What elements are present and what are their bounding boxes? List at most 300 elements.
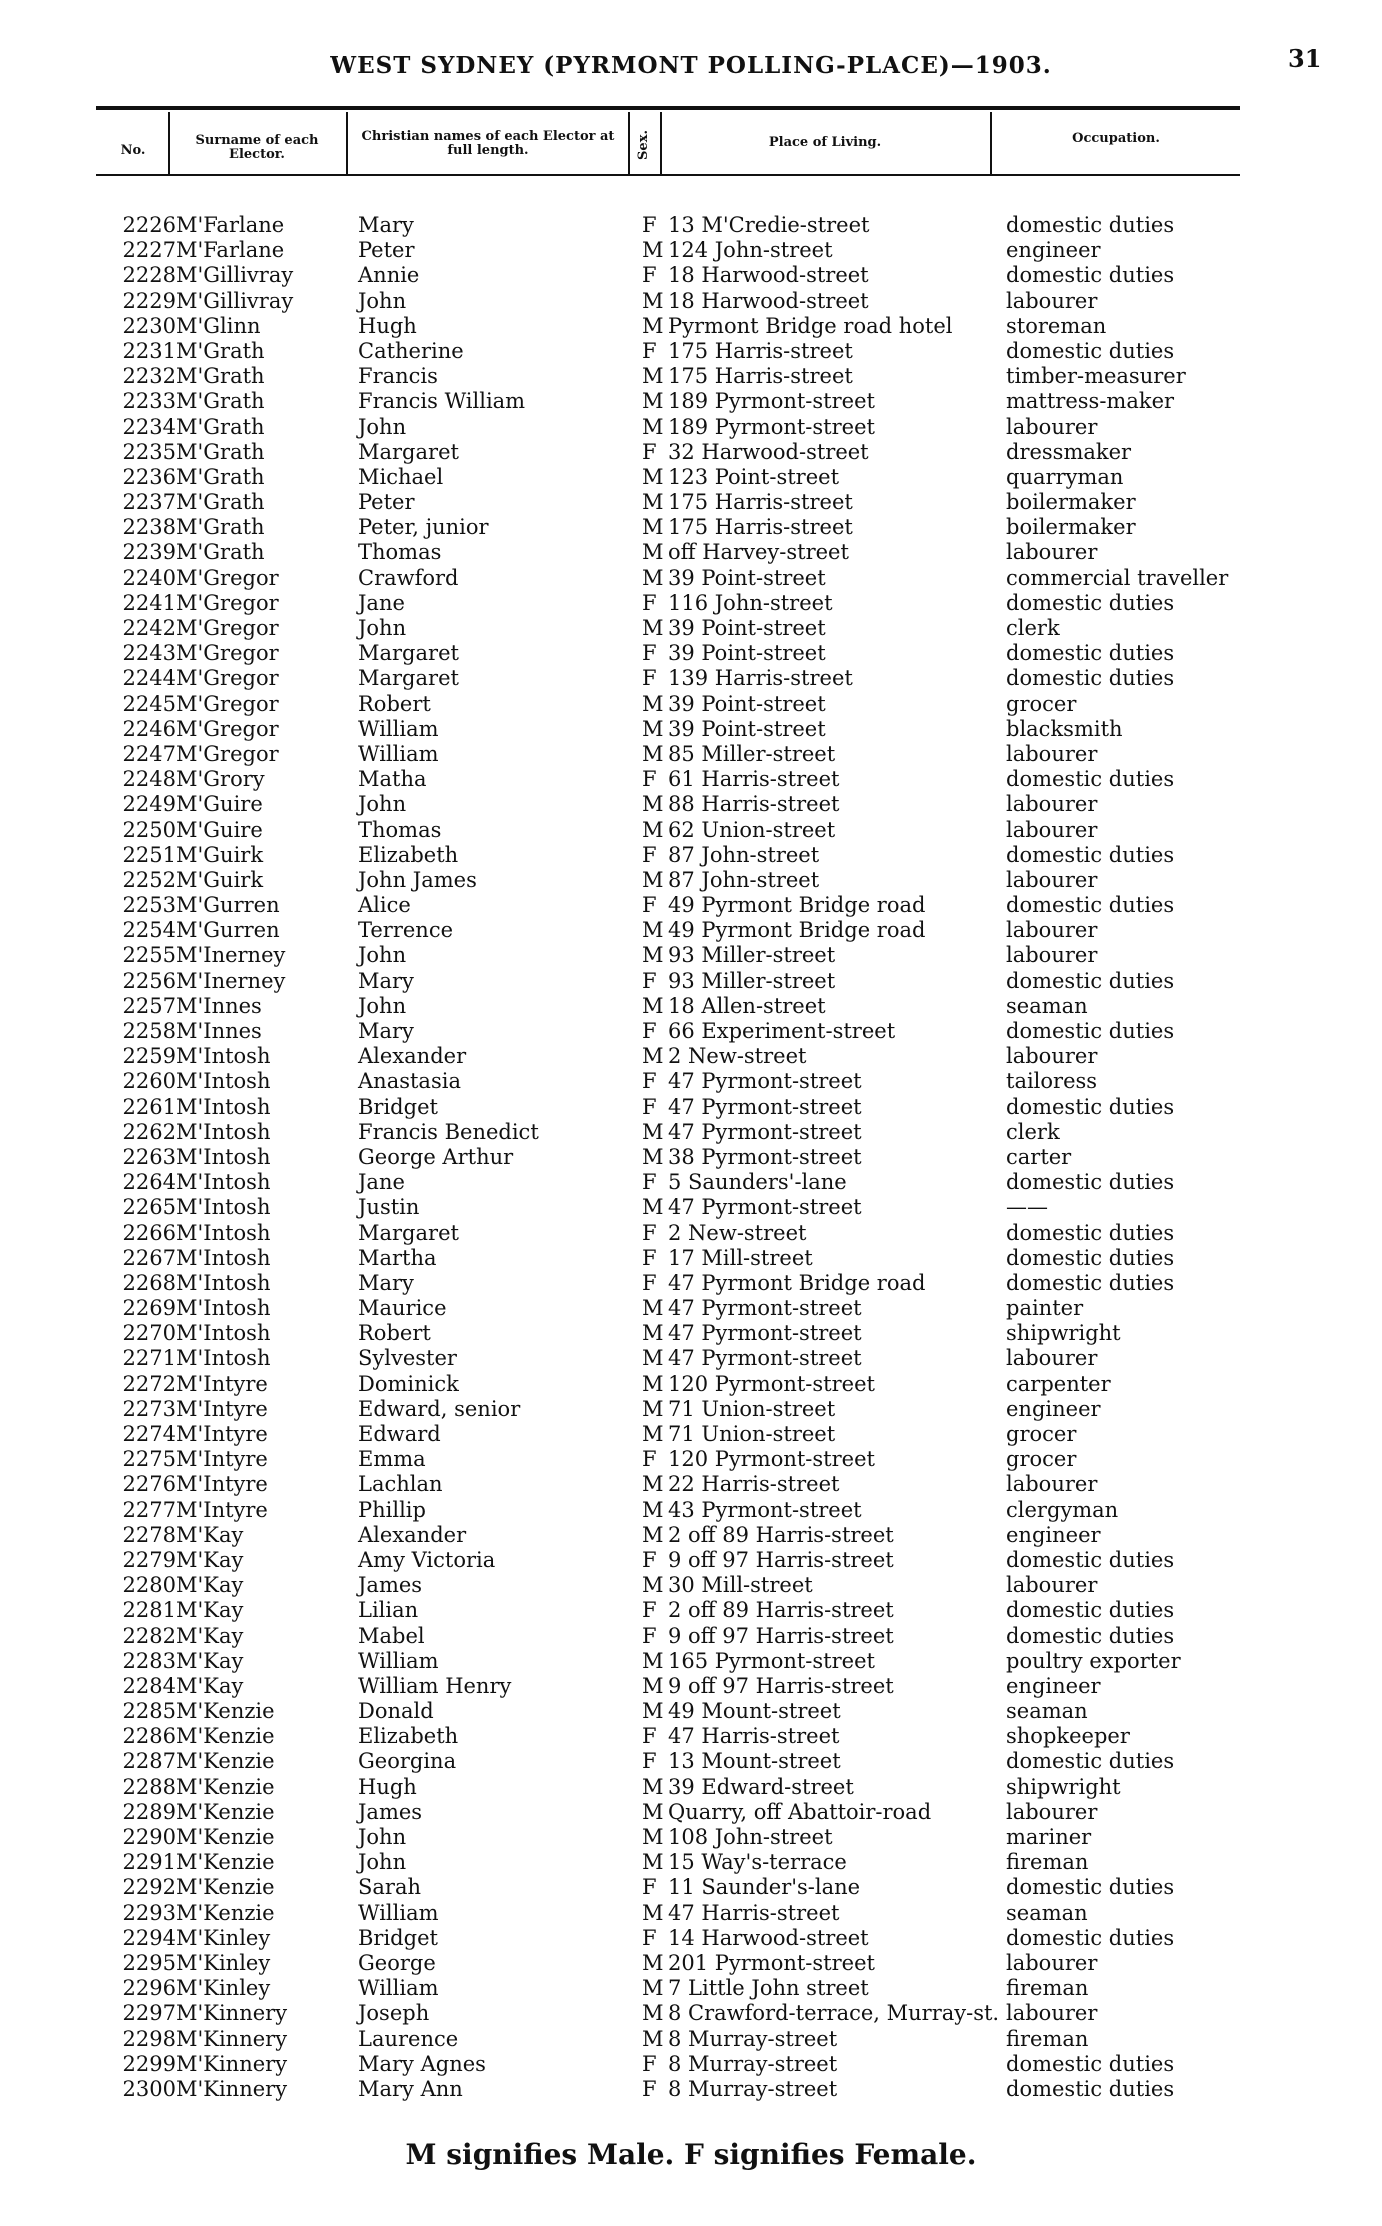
elector-christian-names: Catherine xyxy=(358,338,464,363)
elector-number: 2290 xyxy=(122,1825,176,1849)
elector-surname: M'Intyre xyxy=(176,1422,268,1446)
elector-place-of-living: 61 Harris-street xyxy=(668,767,840,792)
elector-sex: M xyxy=(642,867,664,892)
table-row xyxy=(0,843,1382,868)
elector-place-of-living: 123 Point-street xyxy=(668,464,840,489)
elector-sex: M xyxy=(642,389,664,414)
elector-occupation: timber-measurer xyxy=(1006,364,1186,389)
elector-occupation: painter xyxy=(1006,1296,1084,1321)
elector-number: 2262 xyxy=(122,1119,176,1144)
elector-place-of-living: 9 off 97 Harris-street xyxy=(668,1547,894,1572)
elector-place-of-living: 38 Pyrmont-street xyxy=(668,1144,862,1169)
elector-number: 2274 xyxy=(122,1422,176,1446)
elector-occupation: domestic duties xyxy=(1006,1245,1175,1270)
elector-surname: M'Intosh xyxy=(176,1346,271,1371)
elector-surname: M'Grath xyxy=(176,364,265,389)
elector-sex: F xyxy=(642,767,657,792)
elector-christian-names: Joseph xyxy=(358,2001,430,2026)
elector-surname: M'Intyre xyxy=(176,1472,268,1497)
elector-christian-names: Mary xyxy=(358,213,414,237)
elector-number: 2284 xyxy=(122,1673,176,1698)
elector-number: 2292 xyxy=(122,1875,176,1900)
elector-place-of-living: off Harvey-street xyxy=(668,540,849,565)
elector-sex: M xyxy=(642,1422,664,1446)
elector-occupation: grocer xyxy=(1006,691,1077,716)
elector-number: 2268 xyxy=(122,1270,176,1295)
elector-occupation: domestic duties xyxy=(1006,641,1175,666)
elector-surname: M'Gillivray xyxy=(176,263,294,288)
table-row xyxy=(0,792,1382,817)
elector-surname: M'Kenzie xyxy=(176,1724,275,1749)
table-row xyxy=(0,1246,1382,1271)
elector-christian-names: Jane xyxy=(358,590,405,615)
elector-christian-names: William xyxy=(358,1900,439,1925)
elector-sex: M xyxy=(642,1900,664,1925)
elector-surname: M'Inerney xyxy=(176,943,286,968)
elector-place-of-living: 8 Murray-street xyxy=(668,2026,838,2051)
table-row xyxy=(0,717,1382,742)
elector-place-of-living: 108 John-street xyxy=(668,1825,833,1849)
elector-place-of-living: 47 Pyrmont-street xyxy=(668,1119,862,1144)
elector-surname: M'Guirk xyxy=(176,867,264,892)
elector-number: 2264 xyxy=(122,1170,176,1195)
page-title: WEST SYDNEY (PYRMONT POLLING-PLACE)—1903. xyxy=(330,52,1052,79)
table-row xyxy=(0,1019,1382,1044)
elector-occupation: domestic duties xyxy=(1006,1598,1175,1623)
elector-sex: M xyxy=(642,918,664,943)
elector-number: 2279 xyxy=(122,1547,176,1572)
elector-number: 2280 xyxy=(122,1573,176,1598)
elector-number: 2282 xyxy=(122,1623,176,1648)
elector-occupation: mattress-maker xyxy=(1006,389,1175,414)
table-row xyxy=(0,339,1382,364)
elector-number: 2286 xyxy=(122,1724,176,1749)
elector-surname: M'Kinnery xyxy=(176,2001,288,2026)
elector-christian-names: Margaret xyxy=(358,439,459,464)
elector-surname: M'Grath xyxy=(176,464,265,489)
elector-occupation: domestic duties xyxy=(1006,338,1175,363)
elector-occupation: domestic duties xyxy=(1006,1019,1175,1043)
elector-number: 2299 xyxy=(122,2051,176,2076)
elector-sex: F xyxy=(642,1447,657,1472)
elector-number: 2273 xyxy=(122,1396,176,1421)
elector-place-of-living: 189 Pyrmont-street xyxy=(668,389,875,414)
elector-place-of-living: 88 Harris-street xyxy=(668,792,840,817)
table-row xyxy=(0,213,1382,238)
elector-sex: M xyxy=(642,238,664,263)
elector-sex: F xyxy=(642,968,657,993)
table-row xyxy=(0,1951,1382,1976)
elector-occupation: domestic duties xyxy=(1006,2076,1175,2101)
elector-sex: M xyxy=(642,364,664,389)
elector-occupation: commercial traveller xyxy=(1006,565,1229,590)
elector-occupation: carter xyxy=(1006,1144,1072,1169)
table-row xyxy=(0,415,1382,440)
elector-christian-names: Sylvester xyxy=(358,1346,457,1371)
elector-occupation: domestic duties xyxy=(1006,1749,1175,1774)
table-row xyxy=(0,893,1382,918)
elector-number: 2298 xyxy=(122,2026,176,2051)
elector-surname: M'Kay xyxy=(176,1623,244,1648)
elector-place-of-living: 93 Miller-street xyxy=(668,943,836,968)
sex-legend: M signifies Male. F signifies Female. xyxy=(405,2138,977,2171)
elector-number: 2229 xyxy=(122,288,176,313)
elector-place-of-living: 175 Harris-street xyxy=(668,338,853,363)
elector-number: 2287 xyxy=(122,1749,176,1774)
elector-occupation: domestic duties xyxy=(1006,968,1175,993)
elector-sex: M xyxy=(642,1950,664,1975)
elector-place-of-living: 30 Mill-street xyxy=(668,1573,813,1598)
elector-occupation: shipwright xyxy=(1006,1774,1121,1799)
table-row xyxy=(0,2027,1382,2052)
elector-place-of-living: 47 Harris-street xyxy=(668,1900,840,1925)
elector-place-of-living: 47 Pyrmont-street xyxy=(668,1321,862,1346)
elector-place-of-living: 49 Pyrmont Bridge road xyxy=(668,893,926,918)
elector-surname: M'Kenzie xyxy=(176,1799,275,1824)
elector-christian-names: Mary Ann xyxy=(358,2076,463,2101)
column-divider xyxy=(628,112,630,176)
elector-sex: M xyxy=(642,1396,664,1421)
table-row xyxy=(0,1120,1382,1145)
elector-number: 2293 xyxy=(122,1900,176,1925)
elector-christian-names: James xyxy=(358,1799,423,1824)
elector-surname: M'Kinley xyxy=(176,1976,271,2001)
elector-sex: F xyxy=(642,641,657,666)
table-row xyxy=(0,238,1382,263)
elector-sex: M xyxy=(642,1850,664,1875)
elector-occupation: domestic duties xyxy=(1006,2051,1175,2076)
elector-surname: M'Gregor xyxy=(176,716,279,741)
elector-occupation: clerk xyxy=(1006,1119,1060,1144)
elector-occupation: domestic duties xyxy=(1006,263,1175,288)
elector-occupation: labourer xyxy=(1006,1044,1098,1069)
elector-surname: M'Grath xyxy=(176,490,265,515)
elector-sex: F xyxy=(642,2051,657,2076)
elector-christian-names: Phillip xyxy=(358,1497,426,1522)
elector-occupation: labourer xyxy=(1006,943,1098,968)
table-row xyxy=(0,943,1382,968)
elector-surname: M'Kinnery xyxy=(176,2051,288,2076)
elector-number: 2235 xyxy=(122,439,176,464)
elector-place-of-living: 49 Mount-street xyxy=(668,1699,841,1724)
elector-surname: M'Kay xyxy=(176,1648,244,1673)
elector-occupation: shipwright xyxy=(1006,1321,1121,1346)
elector-christian-names: William xyxy=(358,716,439,741)
elector-sex: F xyxy=(642,1069,657,1094)
elector-occupation: domestic duties xyxy=(1006,1170,1175,1195)
elector-surname: M'Intosh xyxy=(176,1220,271,1245)
table-row xyxy=(0,2001,1382,2026)
elector-christian-names: James xyxy=(358,1573,423,1598)
elector-christian-names: Laurence xyxy=(358,2026,459,2051)
elector-sex: M xyxy=(642,741,664,766)
elector-occupation: labourer xyxy=(1006,414,1098,439)
elector-sex: M xyxy=(642,2026,664,2051)
elector-sex: M xyxy=(642,1044,664,1069)
elector-christian-names: George xyxy=(358,1950,436,1975)
elector-occupation: domestic duties xyxy=(1006,666,1175,691)
elector-occupation: boilermaker xyxy=(1006,515,1136,540)
elector-surname: M'Grath xyxy=(176,389,265,414)
table-row xyxy=(0,1598,1382,1623)
elector-occupation: domestic duties xyxy=(1006,1094,1175,1119)
elector-occupation: blacksmith xyxy=(1006,716,1123,741)
elector-number: 2278 xyxy=(122,1522,176,1547)
elector-place-of-living: 43 Pyrmont-street xyxy=(668,1497,862,1522)
elector-number: 2242 xyxy=(122,616,176,640)
elector-christian-names: Francis William xyxy=(358,389,526,414)
elector-christian-names: Margaret xyxy=(358,641,459,666)
elector-christian-names: Peter xyxy=(358,238,415,263)
table-row xyxy=(0,1346,1382,1371)
elector-sex: M xyxy=(642,792,664,817)
elector-place-of-living: 39 Edward-street xyxy=(668,1774,854,1799)
elector-place-of-living: Quarry, off Abattoir-road xyxy=(668,1799,932,1824)
elector-place-of-living: 32 Harwood-street xyxy=(668,439,869,464)
elector-number: 2236 xyxy=(122,464,176,489)
elector-christian-names: Edward xyxy=(358,1422,441,1446)
elector-christian-names: Mary xyxy=(358,1270,414,1295)
elector-sex: M xyxy=(642,515,664,540)
elector-number: 2260 xyxy=(122,1069,176,1094)
elector-number: 2275 xyxy=(122,1447,176,1472)
elector-place-of-living: 175 Harris-street xyxy=(668,490,853,515)
elector-surname: M'Intosh xyxy=(176,1195,271,1220)
table-row xyxy=(0,1044,1382,1069)
elector-place-of-living: 139 Harris-street xyxy=(668,666,853,691)
elector-occupation: dressmaker xyxy=(1006,439,1132,464)
elector-sex: M xyxy=(642,716,664,741)
elector-christian-names: Crawford xyxy=(358,565,459,590)
elector-occupation: domestic duties xyxy=(1006,1220,1175,1245)
elector-surname: M'Gregor xyxy=(176,565,279,590)
elector-occupation: labourer xyxy=(1006,1346,1098,1371)
elector-sex: M xyxy=(642,2001,664,2026)
elector-place-of-living: 39 Point-street xyxy=(668,716,826,741)
elector-number: 2237 xyxy=(122,490,176,515)
elector-place-of-living: 47 Pyrmont Bridge road xyxy=(668,1270,926,1295)
elector-christian-names: Amy Victoria xyxy=(358,1547,496,1572)
elector-number: 2267 xyxy=(122,1245,176,1270)
elector-occupation: labourer xyxy=(1006,867,1098,892)
elector-christian-names: Robert xyxy=(358,691,431,716)
elector-christian-names: John xyxy=(358,943,407,968)
elector-christian-names: Alice xyxy=(358,893,411,918)
elector-christian-names: Peter xyxy=(358,490,415,515)
table-row xyxy=(0,1145,1382,1170)
elector-place-of-living: 9 off 97 Harris-street xyxy=(668,1673,894,1698)
elector-number: 2230 xyxy=(122,313,176,338)
elector-occupation: domestic duties xyxy=(1006,1623,1175,1648)
elector-christian-names: Mabel xyxy=(358,1623,425,1648)
elector-number: 2231 xyxy=(122,338,176,363)
elector-christian-names: Thomas xyxy=(358,817,442,842)
elector-place-of-living: 15 Way's-terrace xyxy=(668,1850,847,1875)
table-row xyxy=(0,540,1382,565)
elector-surname: M'Kinnery xyxy=(176,2076,288,2101)
table-row xyxy=(0,1195,1382,1220)
table-row xyxy=(0,1775,1382,1800)
table-row xyxy=(0,969,1382,994)
column-header-surname: Surname of each Elector. xyxy=(195,133,319,162)
elector-christian-names: Dominick xyxy=(358,1371,459,1396)
elector-sex: F xyxy=(642,842,657,867)
elector-christian-names: Elizabeth xyxy=(358,842,459,867)
table-row xyxy=(0,1296,1382,1321)
elector-number: 2244 xyxy=(122,666,176,691)
elector-christian-names: Francis xyxy=(358,364,438,389)
table-row xyxy=(0,1397,1382,1422)
elector-number: 2283 xyxy=(122,1648,176,1673)
elector-place-of-living: 18 Harwood-street xyxy=(668,263,869,288)
column-divider xyxy=(346,112,348,176)
table-row xyxy=(0,1901,1382,1926)
table-row xyxy=(0,1724,1382,1749)
elector-surname: M'Kenzie xyxy=(176,1900,275,1925)
elector-sex: F xyxy=(642,439,657,464)
table-row xyxy=(0,994,1382,1019)
table-row xyxy=(0,1422,1382,1447)
elector-number: 2252 xyxy=(122,867,176,892)
elector-place-of-living: 18 Allen-street xyxy=(668,993,826,1018)
elector-place-of-living: 120 Pyrmont-street xyxy=(668,1371,875,1396)
elector-number: 2281 xyxy=(122,1598,176,1623)
elector-sex: M xyxy=(642,691,664,716)
table-row xyxy=(0,1221,1382,1246)
elector-occupation: storeman xyxy=(1006,313,1107,338)
table-row xyxy=(0,1548,1382,1573)
elector-place-of-living: 2 off 89 Harris-street xyxy=(668,1598,894,1623)
elector-surname: M'Farlane xyxy=(176,238,285,263)
elector-place-of-living: 18 Harwood-street xyxy=(668,288,869,313)
table-row xyxy=(0,1472,1382,1497)
elector-occupation: seaman xyxy=(1006,1699,1088,1724)
elector-surname: M'Kinnery xyxy=(176,2026,288,2051)
table-row xyxy=(0,389,1382,414)
elector-number: 2270 xyxy=(122,1321,176,1346)
elector-christian-names: Francis Benedict xyxy=(358,1119,539,1144)
elector-surname: M'Gregor xyxy=(176,666,279,691)
elector-surname: M'Kenzie xyxy=(176,1699,275,1724)
elector-surname: M'Intosh xyxy=(176,1270,271,1295)
elector-sex: F xyxy=(642,1547,657,1572)
elector-christian-names: John James xyxy=(358,867,477,892)
elector-christian-names: Margaret xyxy=(358,1220,459,1245)
elector-surname: M'Grory xyxy=(176,767,265,792)
elector-number: 2285 xyxy=(122,1699,176,1724)
elector-sex: F xyxy=(642,1598,657,1623)
elector-surname: M'Kenzie xyxy=(176,1850,275,1875)
elector-occupation: domestic duties xyxy=(1006,767,1175,792)
elector-surname: M'Kay xyxy=(176,1547,244,1572)
elector-sex: M xyxy=(642,1296,664,1321)
elector-sex: M xyxy=(642,1799,664,1824)
elector-number: 2232 xyxy=(122,364,176,389)
table-row xyxy=(0,263,1382,288)
elector-sex: F xyxy=(642,590,657,615)
elector-occupation: seaman xyxy=(1006,1900,1088,1925)
elector-christian-names: William xyxy=(358,741,439,766)
table-row xyxy=(0,1825,1382,1850)
table-row xyxy=(0,1624,1382,1649)
column-divider xyxy=(660,112,662,176)
elector-number: 2289 xyxy=(122,1799,176,1824)
table-row xyxy=(0,2077,1382,2102)
elector-christian-names: John xyxy=(358,616,407,640)
table-row xyxy=(0,1095,1382,1120)
elector-occupation: grocer xyxy=(1006,1422,1077,1446)
elector-sex: M xyxy=(642,993,664,1018)
elector-occupation: engineer xyxy=(1006,1396,1101,1421)
elector-number: 2288 xyxy=(122,1774,176,1799)
elector-occupation: labourer xyxy=(1006,918,1098,943)
elector-occupation: labourer xyxy=(1006,1950,1098,1975)
elector-number: 2245 xyxy=(122,691,176,716)
elector-christian-names: William xyxy=(358,1976,439,2001)
table-row xyxy=(0,1926,1382,1951)
elector-surname: M'Kay xyxy=(176,1598,244,1623)
elector-place-of-living: 11 Saunder's-lane xyxy=(668,1875,861,1900)
elector-occupation: domestic duties xyxy=(1006,842,1175,867)
elector-occupation: labourer xyxy=(1006,1472,1098,1497)
column-header-occupation: Occupation. xyxy=(1072,131,1160,146)
elector-sex: F xyxy=(642,1623,657,1648)
elector-occupation: engineer xyxy=(1006,238,1101,263)
electors-table xyxy=(0,213,1382,2102)
elector-christian-names: Anastasia xyxy=(358,1069,461,1094)
elector-number: 2228 xyxy=(122,263,176,288)
elector-place-of-living: 62 Union-street xyxy=(668,817,836,842)
elector-place-of-living: 71 Union-street xyxy=(668,1396,836,1421)
elector-place-of-living: 7 Little John street xyxy=(668,1976,869,2001)
elector-sex: M xyxy=(642,1699,664,1724)
elector-number: 2240 xyxy=(122,565,176,590)
elector-number: 2233 xyxy=(122,389,176,414)
elector-surname: M'Intosh xyxy=(176,1044,271,1069)
elector-occupation: carpenter xyxy=(1006,1371,1111,1396)
elector-number: 2259 xyxy=(122,1044,176,1069)
elector-place-of-living: 17 Mill-street xyxy=(668,1245,813,1270)
elector-place-of-living: 85 Miller-street xyxy=(668,741,836,766)
elector-place-of-living: 175 Harris-street xyxy=(668,515,853,540)
elector-christian-names: Robert xyxy=(358,1321,431,1346)
elector-christian-names: John xyxy=(358,1825,407,1849)
elector-surname: M'Grath xyxy=(176,540,265,565)
elector-christian-names: Bridget xyxy=(358,1925,438,1950)
elector-occupation: shopkeeper xyxy=(1006,1724,1130,1749)
elector-sex: F xyxy=(642,1094,657,1119)
elector-place-of-living: 66 Experiment-street xyxy=(668,1019,896,1043)
table-row xyxy=(0,289,1382,314)
table-row xyxy=(0,465,1382,490)
elector-christian-names: Terrence xyxy=(358,918,454,943)
column-header-christian: Christian names of each Elector at full length. xyxy=(361,129,615,158)
elector-occupation: labourer xyxy=(1006,1799,1098,1824)
elector-surname: M'Grath xyxy=(176,439,265,464)
elector-sex: M xyxy=(642,464,664,489)
elector-place-of-living: 2 New-street xyxy=(668,1044,807,1069)
elector-place-of-living: 47 Pyrmont-street xyxy=(668,1346,862,1371)
elector-place-of-living: 14 Harwood-street xyxy=(668,1925,869,1950)
elector-surname: M'Intosh xyxy=(176,1069,271,1094)
table-row xyxy=(0,918,1382,943)
elector-occupation: engineer xyxy=(1006,1522,1101,1547)
elector-surname: M'Guirk xyxy=(176,842,264,867)
elector-occupation: labourer xyxy=(1006,817,1098,842)
elector-surname: M'Intyre xyxy=(176,1396,268,1421)
elector-occupation: domestic duties xyxy=(1006,1925,1175,1950)
elector-christian-names: Margaret xyxy=(358,666,459,691)
